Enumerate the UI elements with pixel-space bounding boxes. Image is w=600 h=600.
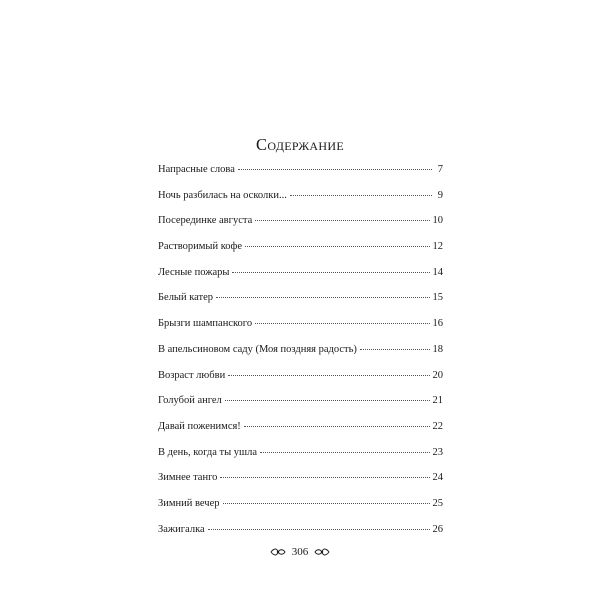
dot-leader [360,348,430,350]
toc-entry [158,164,443,190]
dot-leader [238,168,432,170]
dot-leader [244,425,430,427]
toc-entry [158,344,443,370]
toc-entry-page-number: 9 [437,189,443,201]
toc-entry-page-number: 12 [432,241,443,253]
toc-entry [158,292,443,318]
toc-entry [158,318,443,344]
dot-leader [220,476,429,478]
floral-ornament-icon [314,547,330,557]
dot-leader [245,245,430,247]
toc-entry-label: Брызги шампанского [158,318,253,330]
toc-entry-label: Лесные пожары [158,266,230,278]
dot-leader [228,374,429,376]
toc-entry-page-number: 24 [432,472,443,484]
floral-ornament-icon [270,547,286,557]
toc-entry-page-number: 7 [437,164,443,175]
dot-leader [232,271,429,273]
toc-entry-label: В апельсиновом саду (Моя поздняя радость) [158,343,357,355]
dot-leader [208,528,430,530]
toc-entry-page-number: 22 [432,420,443,432]
toc-entry-page-number: 15 [432,292,443,304]
toc-entry-label: Растворимый кофе [158,241,242,253]
toc-entry-label: В день, когда ты ушла [158,446,258,458]
toc-entry [158,395,443,421]
dot-leader [216,296,429,298]
toc-entry-label: Посерединке августа [158,215,253,227]
toc-entry-label: Давай поженимся! [158,420,241,432]
toc-entry-page-number: 21 [432,395,443,407]
toc-entry [158,215,443,241]
toc-entry-page-number: 26 [432,523,443,535]
toc-entry [158,472,443,498]
toc-entry [158,241,443,267]
toc-entry [158,370,443,396]
toc-entry-label: Зажигалка [158,523,205,535]
dot-leader [223,502,430,504]
toc-entry [158,267,443,293]
toc-entry-label: Напрасные слова [158,164,235,175]
toc-entry-label: Возраст любви [158,369,226,381]
toc-entry-label: Ночь разбилась на осколки... [158,189,287,201]
toc-entry-page-number: 10 [432,215,443,227]
dot-leader [290,194,432,196]
toc-entry [158,190,443,216]
toc-entry-label: Белый катер [158,292,214,304]
toc-entry-label: Зимнее танго [158,472,218,484]
toc-entry-page-number: 20 [432,369,443,381]
toc-entry-page-number: 14 [432,266,443,278]
toc-entry-page-number: 18 [432,343,443,355]
dot-leader [260,451,429,453]
toc-entry-page-number: 23 [432,446,443,458]
toc-entry [158,498,443,524]
page-footer [0,546,600,558]
toc-entry-page-number: 16 [432,318,443,330]
dot-leader [255,322,429,324]
dot-leader [225,399,430,401]
toc-entry-page-number: 25 [432,497,443,509]
toc-entry [158,421,443,447]
toc-list [158,164,443,549]
toc-entry-label: Голубой ангел [158,395,222,407]
toc-entry-label: Зимний вечер [158,497,220,509]
toc-entry [158,447,443,473]
dot-leader [255,219,429,221]
toc-title: Содержание [256,135,344,154]
page-number: 306 [291,546,309,558]
